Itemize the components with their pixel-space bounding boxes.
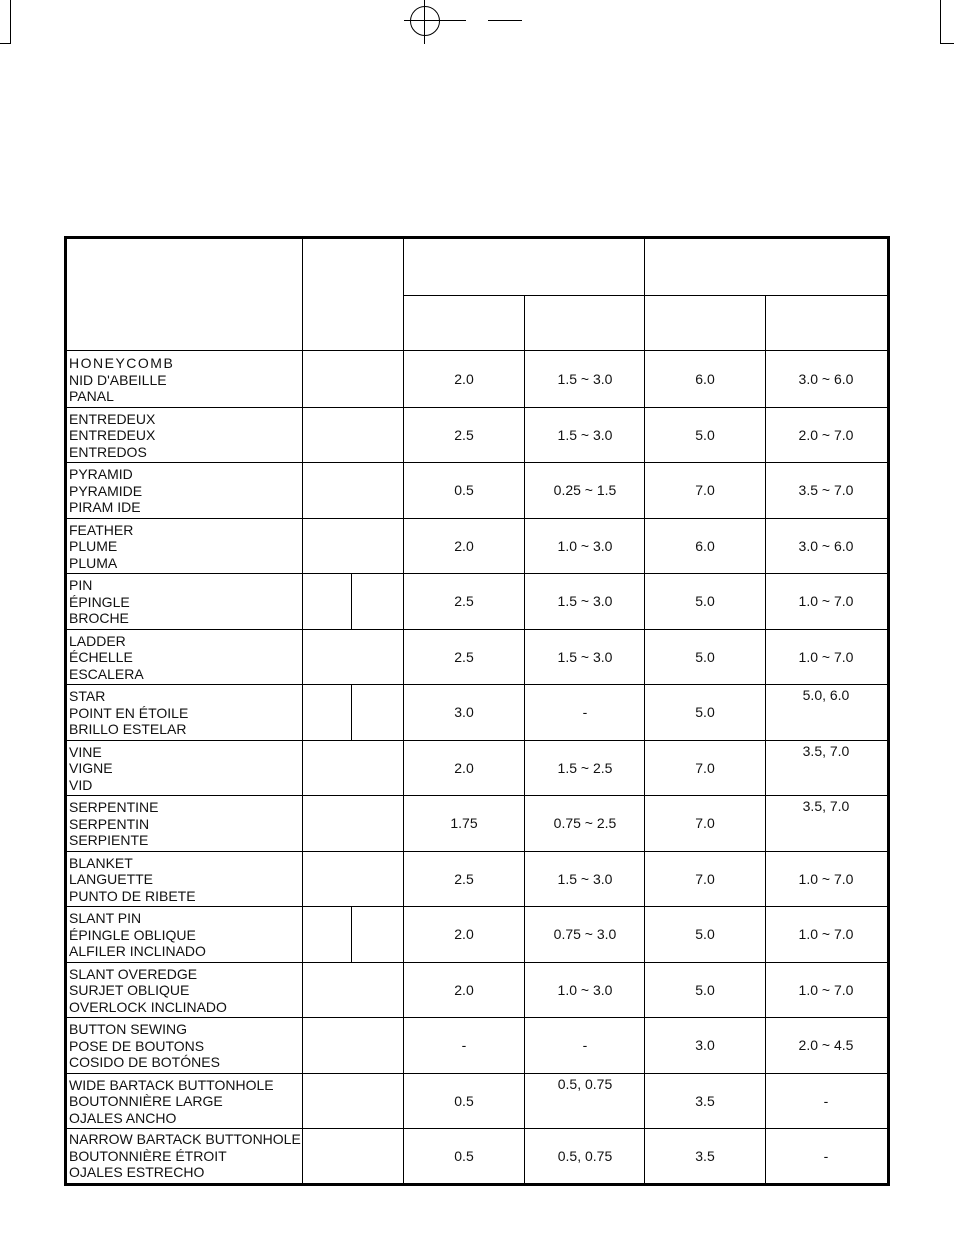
stitch-name-line: PUNTO DE RIBETE bbox=[69, 887, 196, 904]
width-manual-value: 1.0 ~ 3.0 bbox=[557, 537, 613, 554]
stitch-name-line: NID D'ABEILLE bbox=[69, 371, 167, 388]
length-auto-value: 6.0 bbox=[695, 371, 715, 387]
width-auto-value: 0.5 bbox=[454, 1148, 474, 1164]
stitch-settings-table bbox=[64, 236, 890, 1186]
length-manual-value: 1.0 ~ 7.0 bbox=[798, 593, 854, 609]
row-divider bbox=[67, 851, 887, 852]
stitch-name-line: BROCHE bbox=[69, 610, 129, 626]
length-manual-value: 1.0 ~ 7.0 bbox=[798, 926, 854, 942]
width-auto-value: 0.5 bbox=[454, 482, 474, 498]
stitch-name-line: VID bbox=[69, 776, 93, 793]
stitch-name-line: PIN bbox=[69, 577, 93, 593]
width-manual-value: 1.0 ~ 3.0 bbox=[557, 981, 613, 998]
table-row bbox=[67, 1073, 887, 1129]
length-auto-value: 5.0 bbox=[695, 926, 715, 942]
stitch-name bbox=[69, 799, 158, 849]
stitch-name-line: FEATHER bbox=[69, 521, 134, 538]
registration-crosshair bbox=[410, 6, 440, 36]
stitch-name-line: WIDE BARTACK BUTTONHOLE bbox=[69, 1076, 274, 1093]
stitch-name-line: ENTREDEUX bbox=[69, 410, 156, 427]
table-row bbox=[67, 1017, 887, 1073]
stitch-name-line: ESCALERA bbox=[69, 665, 144, 682]
stitch-name-line: OVERLOCK INCLINADO bbox=[69, 998, 227, 1015]
row-divider bbox=[67, 906, 887, 907]
stitch-name-line: PLUME bbox=[69, 538, 118, 554]
crop-mark-left-horizontal bbox=[0, 43, 11, 44]
stitch-name-line: PYRAMIDE bbox=[69, 482, 143, 499]
stitch-name bbox=[69, 466, 142, 516]
stitch-name-line: SERPENTINE bbox=[69, 799, 159, 815]
width-manual-value: 1.5 ~ 3.0 bbox=[557, 593, 613, 609]
table-row bbox=[67, 629, 887, 685]
width-manual-value: 0.25 ~ 1.5 bbox=[553, 482, 617, 498]
length-auto-value: 3.5 bbox=[695, 1148, 715, 1164]
pattern-cell-divider bbox=[351, 573, 352, 629]
width-auto-value: 2.5 bbox=[454, 426, 474, 443]
stitch-name bbox=[69, 577, 130, 627]
row-divider bbox=[67, 740, 887, 741]
crop-mark-right-horizontal bbox=[940, 43, 954, 44]
crop-mark-right-vertical bbox=[940, 0, 941, 44]
stitch-name-line: BOUTONNIÈRE LARGE bbox=[69, 1093, 223, 1109]
row-divider bbox=[67, 795, 887, 796]
row-divider bbox=[67, 1017, 887, 1018]
stitch-name bbox=[69, 966, 227, 1016]
row-divider bbox=[67, 573, 887, 574]
header-subrow-line bbox=[403, 295, 887, 296]
stitch-name-line: ENTREDOS bbox=[69, 443, 147, 460]
stitch-name-line: COSIDO DE BOTÓNES bbox=[69, 1054, 220, 1070]
length-manual-value: 3.0 ~ 6.0 bbox=[798, 537, 854, 554]
stitch-name-line: POINT EN ÉTOILE bbox=[69, 704, 189, 721]
length-manual-value: 5.0, 6.0 bbox=[802, 687, 850, 703]
registration-crosshair-v bbox=[424, 0, 425, 44]
row-divider bbox=[67, 962, 887, 963]
width-manual-value: - bbox=[582, 1037, 588, 1053]
length-manual-value: - bbox=[823, 1092, 829, 1109]
table-row bbox=[67, 573, 887, 629]
row-divider bbox=[67, 462, 887, 463]
width-auto-value: 2.0 bbox=[454, 926, 474, 942]
stitch-name-line: BUTTON SEWING bbox=[69, 1021, 187, 1037]
row-divider bbox=[67, 1073, 887, 1074]
length-auto-value: 6.0 bbox=[695, 537, 715, 554]
length-auto-value: 5.0 bbox=[695, 648, 715, 665]
stitch-name-line: PIRAM IDE bbox=[69, 499, 141, 515]
pattern-cell-divider bbox=[351, 906, 352, 962]
length-manual-value: 3.5 ~ 7.0 bbox=[798, 482, 854, 498]
width-auto-value: 2.5 bbox=[454, 648, 474, 665]
table-row bbox=[67, 407, 887, 463]
length-auto-value: 5.0 bbox=[695, 593, 715, 609]
width-manual-value: 1.5 ~ 3.0 bbox=[557, 648, 613, 665]
width-manual-value: 0.5, 0.75 bbox=[557, 1075, 613, 1092]
width-auto-value: 2.5 bbox=[454, 593, 474, 609]
length-manual-value: - bbox=[823, 1148, 829, 1164]
stitch-name bbox=[69, 855, 196, 905]
width-auto-value: - bbox=[461, 1037, 467, 1053]
stitch-name-line: OJALES ESTRECHO bbox=[69, 1164, 205, 1180]
stitch-name-line: PLUMA bbox=[69, 554, 118, 571]
length-manual-value: 3.5, 7.0 bbox=[802, 798, 850, 814]
stitch-name-line: VIGNE bbox=[69, 760, 113, 776]
width-auto-value: 0.5 bbox=[454, 1092, 474, 1109]
table-row bbox=[67, 462, 887, 518]
stitch-name-line: SERPENTIN bbox=[69, 815, 150, 832]
stitch-name-line: ENTREDEUX bbox=[69, 427, 156, 443]
length-manual-value: 1.0 ~ 7.0 bbox=[798, 870, 854, 887]
stitch-name-line: OJALES ANCHO bbox=[69, 1109, 177, 1126]
length-manual-value: 2.0 ~ 4.5 bbox=[798, 1037, 854, 1053]
width-auto-value: 2.0 bbox=[454, 981, 474, 998]
length-auto-value: 7.0 bbox=[695, 815, 715, 831]
length-manual-value: 3.5, 7.0 bbox=[802, 742, 850, 759]
crop-mark-left-vertical bbox=[10, 0, 11, 44]
stitch-name bbox=[69, 1021, 220, 1071]
length-auto-value: 3.0 bbox=[695, 1037, 715, 1053]
stitch-name-line: SLANT OVEREDGE bbox=[69, 965, 198, 982]
stitch-name-line: SLANT PIN bbox=[69, 910, 142, 926]
stitch-name bbox=[69, 744, 113, 794]
stitch-name-line: LANGUETTE bbox=[69, 871, 154, 887]
stitch-name-line: ALFILER INCLINADO bbox=[69, 943, 206, 959]
stitch-name bbox=[69, 522, 133, 572]
length-auto-value: 7.0 bbox=[695, 870, 715, 887]
table-row bbox=[67, 851, 887, 907]
width-manual-value: - bbox=[582, 704, 588, 720]
stitch-name-line: PYRAMID bbox=[69, 466, 133, 482]
stitch-name bbox=[69, 633, 144, 683]
stitch-name bbox=[69, 1131, 301, 1181]
width-auto-value: 2.0 bbox=[454, 371, 474, 387]
stitch-name-line: POSE DE BOUTONS bbox=[69, 1037, 205, 1054]
stitch-name bbox=[69, 411, 155, 461]
stitch-name bbox=[69, 1077, 274, 1127]
stitch-name-line: PANAL bbox=[69, 388, 114, 404]
stitch-name-line: ÉCHELLE bbox=[69, 649, 133, 665]
stitch-name-line: ÉPINGLE bbox=[69, 593, 130, 610]
table-row bbox=[67, 1128, 887, 1184]
length-manual-value: 1.0 ~ 7.0 bbox=[798, 981, 854, 998]
row-divider bbox=[67, 684, 887, 685]
length-auto-value: 7.0 bbox=[695, 482, 715, 498]
table-row bbox=[67, 351, 887, 407]
stitch-name-line: HONEYCOMB bbox=[69, 355, 175, 371]
width-auto-value: 2.5 bbox=[454, 870, 474, 887]
width-auto-value: 3.0 bbox=[454, 704, 474, 720]
length-auto-value: 7.0 bbox=[695, 759, 715, 776]
table-row bbox=[67, 962, 887, 1018]
stitch-name bbox=[69, 355, 174, 405]
length-auto-value: 5.0 bbox=[695, 981, 715, 998]
width-manual-value: 1.5 ~ 3.0 bbox=[557, 426, 613, 443]
length-manual-value: 1.0 ~ 7.0 bbox=[798, 648, 854, 665]
stitch-name-line: SURJET OBLIQUE bbox=[69, 982, 190, 998]
length-auto-value: 5.0 bbox=[695, 704, 715, 720]
length-auto-value: 5.0 bbox=[695, 426, 715, 443]
registration-crosshair-h bbox=[404, 20, 466, 21]
table-row bbox=[67, 795, 887, 851]
width-auto-value: 1.75 bbox=[450, 815, 478, 831]
stitch-name-line: BRILLO ESTELAR bbox=[69, 721, 187, 737]
stitch-name-line: VINE bbox=[69, 743, 102, 760]
width-manual-value: 1.5 ~ 3.0 bbox=[557, 870, 613, 887]
row-divider bbox=[67, 518, 887, 519]
row-divider bbox=[67, 407, 887, 408]
width-manual-value: 1.5 ~ 2.5 bbox=[557, 759, 613, 776]
width-manual-value: 1.5 ~ 3.0 bbox=[557, 371, 613, 387]
width-auto-value: 2.0 bbox=[454, 759, 474, 776]
table-row bbox=[67, 684, 887, 740]
length-auto-value: 3.5 bbox=[695, 1092, 715, 1109]
width-manual-value: 0.75 ~ 3.0 bbox=[553, 926, 617, 942]
stitch-name-line: NARROW BARTACK BUTTONHOLE bbox=[69, 1131, 301, 1147]
stitch-name-line: ÉPINGLE OBLIQUE bbox=[69, 926, 196, 943]
table-row bbox=[67, 906, 887, 962]
stitch-name-line: SERPIENTE bbox=[69, 832, 149, 848]
width-manual-value: 0.5, 0.75 bbox=[557, 1148, 613, 1164]
stitch-name-line: LADDER bbox=[69, 632, 126, 649]
width-manual-value: 0.75 ~ 2.5 bbox=[553, 815, 617, 831]
stitch-name bbox=[69, 688, 188, 738]
width-auto-value: 2.0 bbox=[454, 537, 474, 554]
registration-dash bbox=[488, 20, 522, 21]
row-divider bbox=[67, 629, 887, 630]
stitch-name bbox=[69, 910, 206, 960]
row-divider bbox=[67, 1128, 887, 1129]
pattern-cell-divider bbox=[351, 684, 352, 740]
stitch-name-line: BOUTONNIÈRE ÉTROIT bbox=[69, 1147, 227, 1164]
stitch-name-line: BLANKET bbox=[69, 854, 133, 871]
length-manual-value: 3.0 ~ 6.0 bbox=[798, 371, 854, 387]
table-row bbox=[67, 518, 887, 574]
table-row bbox=[67, 740, 887, 796]
length-manual-value: 2.0 ~ 7.0 bbox=[798, 426, 854, 443]
stitch-name-line: STAR bbox=[69, 688, 106, 704]
